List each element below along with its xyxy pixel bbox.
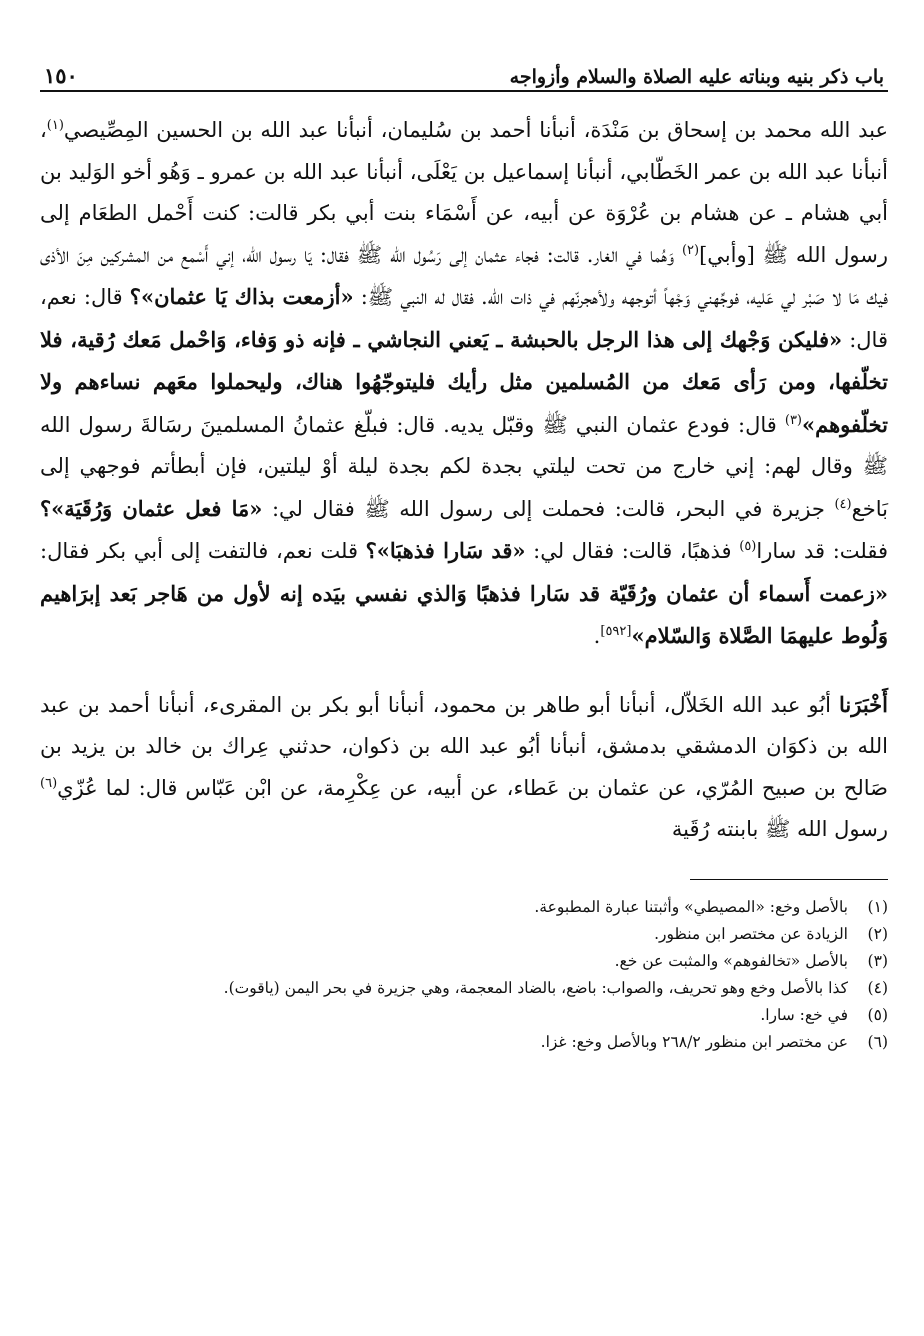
running-header: [40, 54, 888, 92]
footnote-ref-2: (٢): [681, 242, 700, 258]
text-segment: قال: فودع عثمان النبي ﷺ وقبّل يديه. قال: فبلّغ عثمانُ المسلمينَ رسَالةَ رسول الله ﷺ وقال لهم: إني خارج من تحت ليلتي بجدة لكم بجدة ليلة أوْ ليلتين، فإن أبطأتم فوجهي إلى بَاخع: [40, 412, 889, 521]
footnote-text: في خع: سارا.: [760, 1005, 848, 1024]
footnote: [40, 894, 888, 921]
footnote-ref-1: (١): [46, 118, 64, 133]
text-segment: رسول الله ﷺ بابنته رُقَية: [671, 817, 888, 841]
footnote-separator: [690, 879, 888, 880]
footnote: [40, 975, 888, 1002]
text-segment: عبد الله محمد بن إسحاق بن مَنْدَة، أنبأنا أحمد بن سُليمان، أنبأنا عبد الله بن الحسين المِصِّيصي: [63, 118, 888, 142]
footnote: [40, 1029, 888, 1056]
footnote-number: (٣): [867, 951, 888, 970]
hadith-quote: «زعمت أَسماء أن عثمان ورُقَيّة قد سَارا فذهبًا وَالذي نفسي بيَده إنه لأول من هَاجر بَعد إبرَاهيم وَلُوط عليهمَا الصَّلاة وَالسّلام»: [40, 580, 888, 648]
page-number: ١٥٠: [44, 63, 78, 88]
footnote-number: (٥): [867, 1005, 888, 1024]
footnote: [40, 1002, 888, 1029]
text-segment: فذهبًا، قالت: فقال لي:: [525, 539, 740, 563]
footnote-number: (٤): [867, 978, 888, 997]
footnote-ref-6: (٦): [40, 775, 58, 791]
footnote-number: (١): [867, 897, 888, 916]
page: [40, 54, 888, 1056]
hadith-number: [٥٩٢]: [600, 624, 632, 639]
footnote-ref-4: (٤): [834, 496, 852, 512]
text-segment: وَهُما في الغار. قالت: فجاء عثمان إلى رَسُول الله ﷺ فقال: يَا رسول الله، إني أَسْمع من المشركين مِنَ الأذى فيك مَا لا صَبْر لي عَليه، فوجِّهني وَجْهاً أتوجهه ولأهجرنّهم في ذات الله. فقال له النبي ﷺ:: [40, 242, 888, 309]
paragraph-2: [40, 684, 888, 851]
text-segment: ، أنبأنا عبد الله بن عمر الخَطّابي، أنبأنا إسماعيل بن يَعْلَى، أنبأنا عبد الله بن عمرو ـ وَهُو أخو الوَليد بن أبي هشام ـ عن هشام بن عُرْوَة عن أبيه، عن أَسْمَاء بنت أبي بكر قالت: كنت أَحْمل الطعَام إلى رسول الله ﷺ [وأبي]: [40, 118, 889, 267]
text-segment: .: [593, 624, 601, 648]
hadith-quote: «أزمعت بذاك يَا عثمان»؟: [129, 284, 354, 309]
footnote-text: كذا بالأصل وخع وهو تحريف، والصواب: باضع، بالضاد المعجمة، وهي جزيرة في بحر اليمن (ياقوت).: [223, 978, 848, 997]
text-segment: جزيرة في البحر، قالت: فحملت إلى رسول الله ﷺ فقال لي:: [262, 496, 835, 521]
footnote-text: عن مختصر ابن منظور ٢٦٨/٢ وبالأصل وخع: غزا.: [540, 1032, 848, 1051]
footnote-text: بالأصل «تخالفوهم» والمثبت عن خع.: [614, 951, 848, 970]
hadith-quote: «قد سَارا فذهبَا»؟: [365, 538, 526, 563]
text-segment: قال: نعم، قال:: [40, 285, 888, 352]
chapter-title: باب ذكر بنيه وبناته عليه الصلاة والسلام وأزواجه: [509, 66, 884, 88]
footnote-number: (٦): [867, 1032, 888, 1051]
footnote-text: بالأصل وخع: «المصيطي» وأثبتنا عبارة المطبوعة.: [534, 897, 848, 916]
footnote: [40, 948, 888, 975]
text-segment: قلت نعم، فالتفت إلى أبي بكر فقال:: [40, 539, 366, 563]
paragraph-1: [40, 110, 888, 658]
text-segment: أبُو عبد الله الخَلاّل، أنبأنا أبو طاهر بن محمود، أنبأنا أبو بكر بن المقرىء، أنبأنا أحمد بن عبد الله بن ذكوَان الدمشقي بدمشق، أنبأنا أبُو عبد الله بن ذكوان، حدثني عِراك بن خالد بن يزيد بن صَالح بن صبيح المُرّي، عن عثمان بن عَطاء، عن أبيه، عن عِكْرِمة، عن ابْن عَبّاس قال: لما عُزّي: [40, 692, 888, 800]
main-text: [40, 110, 888, 851]
footnote-ref-3: (٣): [784, 412, 802, 428]
paragraph-lead-word: أَخْبَرَنا: [839, 691, 888, 717]
footnote-number: (٢): [867, 924, 888, 943]
footnotes: [40, 894, 888, 1056]
hadith-quote: «مَا فعل عثمان وَرُقَيَة»؟: [40, 495, 263, 521]
footnote: [40, 921, 888, 948]
hadith-quote: «فليكن وَجْهك إلى هذا الرجل بالحبشة ـ يَعني النجاشي ـ فإنه ذو وَفاء، وَاحْمل مَعك رُقية، فلا تخلّفها، ومن رَأى مَعك من المُسلمين مثل رأيك فليتوجّهُوا هناك، وليحملوا معَهم نساءهم ولا تخلّفوهم»: [40, 326, 888, 437]
footnote-text: الزيادة عن مختصر ابن منظور.: [654, 924, 848, 943]
footnote-ref-5: (٥): [739, 539, 757, 554]
text-segment: فقلت: قد سارا: [756, 539, 889, 563]
